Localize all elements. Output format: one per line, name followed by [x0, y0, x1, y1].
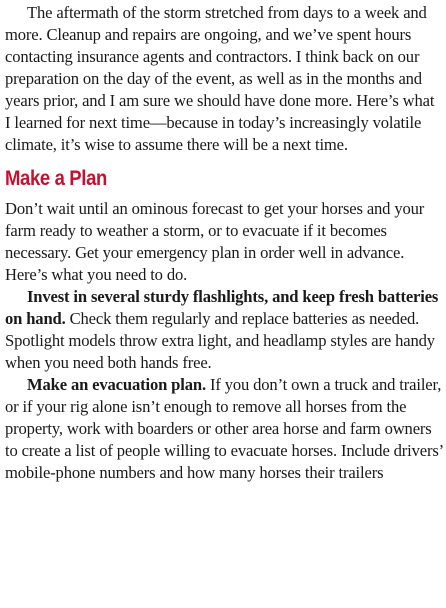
tip-paragraph-flashlights: [5, 286, 443, 374]
article-body: [5, 2, 443, 484]
tip-lead: Make an evacuation plan.: [27, 375, 206, 394]
tip-body: Check them regularly and replace batteries as needed. Spotlight models throw extra light, and headlamp styles are handy when you need both hands free.: [5, 309, 435, 372]
tip-body: If you don’t own a truck and trailer, or if your rig alone isn’t enough to remove all horses from the property, work with boarders or other area horse and farm owners to create a list of people willing to evacuate horses. Include drivers’ mobile-phone numbers and how many horses their trailers: [5, 375, 443, 482]
section-heading: Make a Plan: [5, 167, 107, 190]
plan-intro-paragraph: Don’t wait until an ominous forecast to get your horses and your farm ready to weather a storm, or to evacuate if it becomes necessary. Get your emergency plan in order well in advance. Here’s what you need to do.: [5, 199, 425, 284]
intro-paragraph: The aftermath of the storm stretched from days to a week and more. Cleanup and repairs are ongoing, and we’ve spent hours contacting insurance agents and contractors. I think back on our preparation on the day of the event, as well as in the months and years prior, and I am sure we should have done more. Here’s what I learned for next time—because in today’s increasingly volatile climate, it’s wise to assume there will be a next time.: [5, 3, 435, 154]
tip-lead: Invest in several sturdy flashlights, and keep fresh batteries on hand.: [5, 287, 439, 328]
tip-paragraph-evacuation: [5, 374, 443, 484]
